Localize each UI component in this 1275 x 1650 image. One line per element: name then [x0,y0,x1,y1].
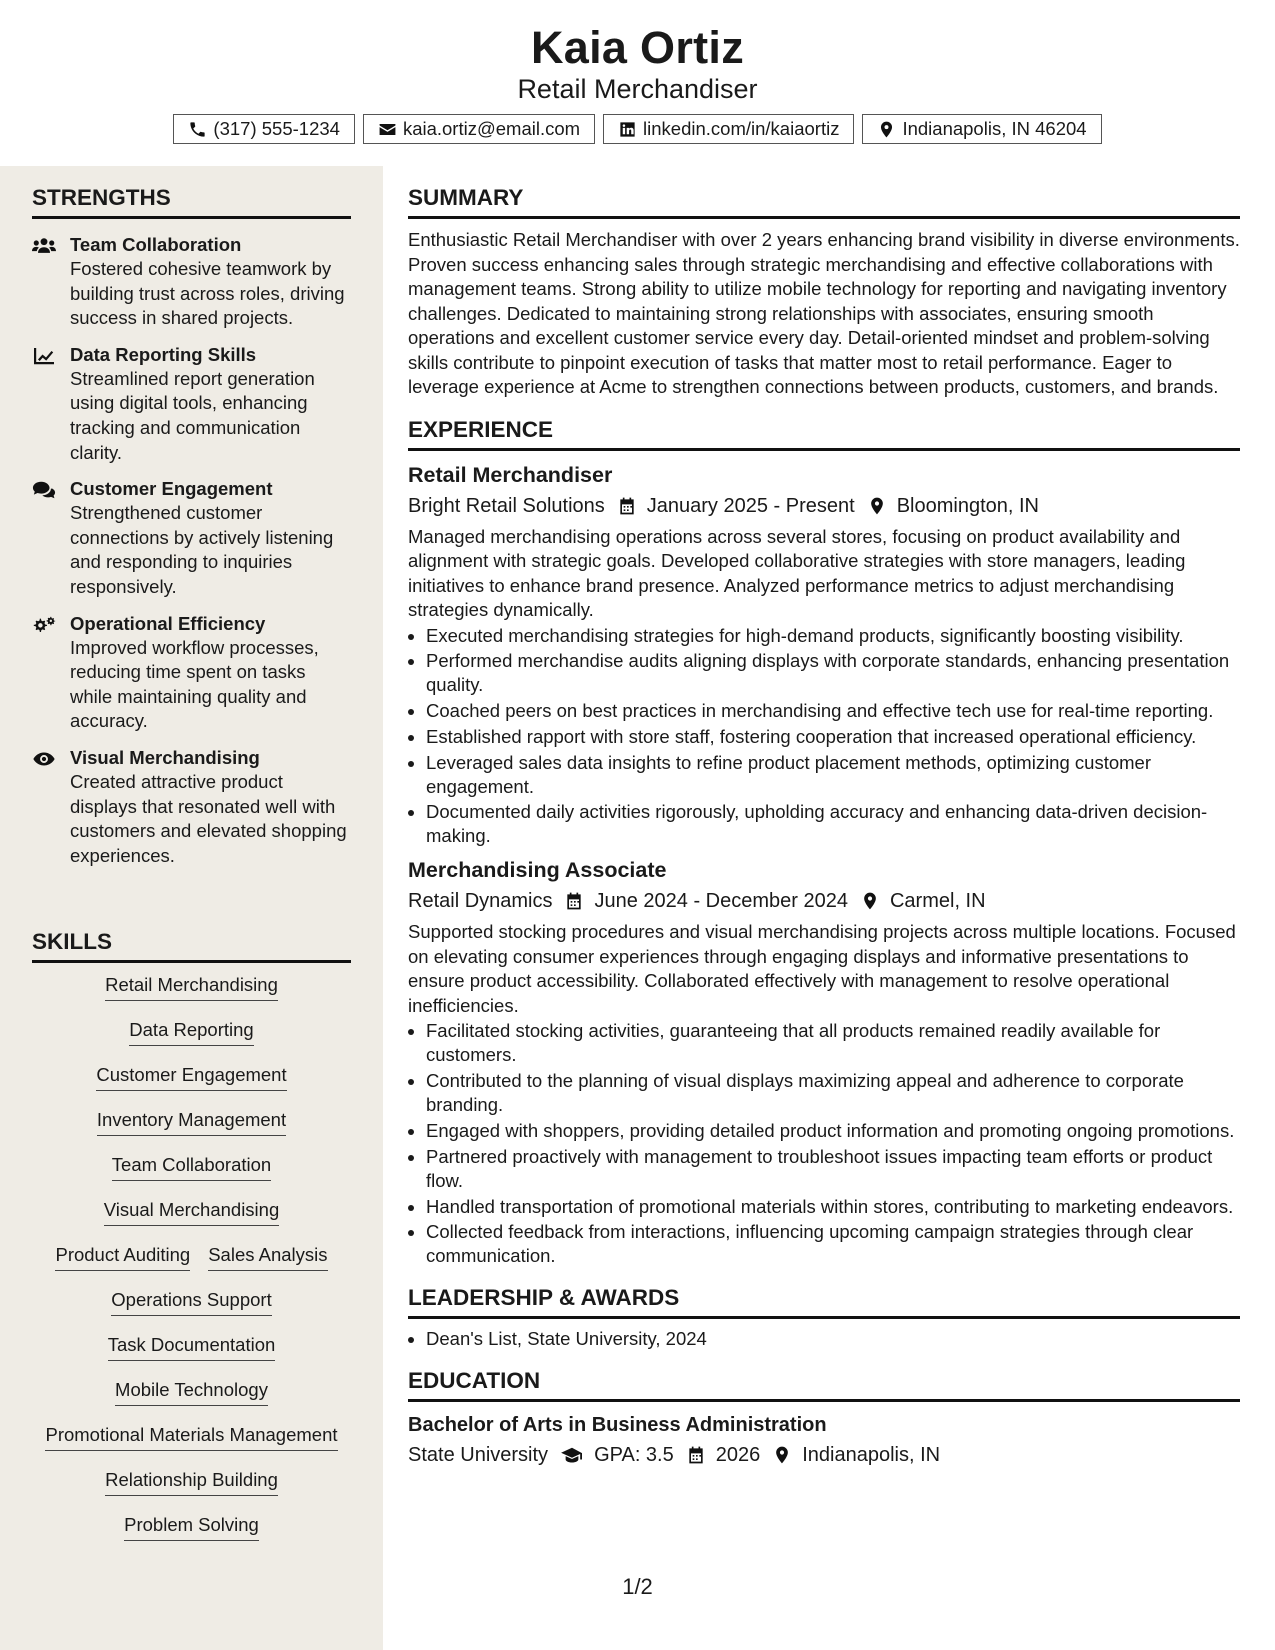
calendar-icon [617,496,637,516]
education-degree: Bachelor of Arts in Business Administration [408,1414,827,1437]
contact-location [862,114,1101,144]
contact-bar [0,114,1275,144]
skill-tag: Relationship Building [105,1468,278,1496]
skills-list [32,973,351,1558]
job-bullet: • Engaged with shoppers, providing detailed product information and promoting ongoing promotions. [426,1119,1240,1143]
job-bullet: • Coached peers on best practices in merchandising and effective tech use for real-time reporting. [426,699,1240,723]
candidate-title: Retail Merchandiser [517,74,758,104]
job-location: Carmel, IN [889,890,986,913]
calendar-icon [686,1445,706,1465]
job-title: Merchandising Associate [408,858,667,883]
map-pin-icon [772,1445,792,1465]
job-dates: January 2025 - Present [646,494,855,517]
strengths-section [32,184,351,868]
job-company: Bright Retail Solutions [408,494,605,517]
users-icon [32,236,56,256]
map-pin-icon [877,120,896,139]
skill-tag: Product Auditing [55,1243,190,1271]
contact-email[interactable] [363,114,595,144]
skills-section [32,928,351,1558]
job-bullet: • Leveraged sales data insights to refine product placement methods, optimizing customer engagement. [426,751,1240,799]
education-gpa: GPA: 3.5 [594,1444,674,1467]
strength-item [32,343,351,465]
job-bullet: • Contributed to the planning of visual displays maximizing appeal and adherence to corporate branding. [426,1069,1240,1117]
job-bullets [408,624,1240,849]
skill-tag: Sales Analysis [208,1243,327,1271]
strengths-heading: STRENGTHS [32,184,351,219]
award-item: • Dean's List, State University, 2024 [426,1327,1240,1351]
skill-tag: Customer Engagement [96,1063,286,1091]
skill-tag: Inventory Management [97,1108,286,1136]
skill-tag: Retail Merchandising [105,973,278,1001]
education-location: Indianapolis, IN [802,1444,941,1467]
skill-tag: Problem Solving [124,1513,259,1541]
awards-heading: LEADERSHIP & AWARDS [408,1284,1240,1319]
strength-item [32,612,351,734]
skill-tag: Promotional Materials Management [45,1423,337,1451]
page-number: 1/2 [622,1574,653,1599]
resume-header [0,0,1275,166]
strength-desc: Streamlined report generation using digital tools, enhancing tracking and communication clarity. [70,367,315,463]
job-desc: Managed merchandising operations across several stores, focusing on product availability and alignment with strategic goals. Developed collaborative strategies with store managers, leading initiatives to enhance brand presence. Analyzed performance metrics to adjust merchandising strategies dynamically. [408,525,1186,620]
contact-location-text: Indianapolis, IN 46204 [902,118,1087,139]
education-meta [408,1441,1240,1469]
eye-icon [32,749,56,769]
skill-tag: Task Documentation [108,1333,276,1361]
education-year: 2026 [715,1444,761,1467]
skills-heading: SKILLS [32,928,351,963]
job-meta [408,492,1240,520]
chart-line-icon [32,346,56,366]
strength-title: Operational Efficiency [70,612,266,634]
strength-item [32,477,351,599]
strength-title: Visual Merchandising [70,746,260,768]
map-pin-icon [860,891,880,911]
strength-desc: Fostered cohesive teamwork by building trust across roles, driving success in shared projects. [70,258,345,329]
skill-tag: Visual Merchandising [104,1198,280,1226]
strength-item [32,233,351,331]
education-heading: EDUCATION [408,1367,1240,1402]
strength-title: Customer Engagement [70,478,273,500]
summary-heading: SUMMARY [408,184,1240,219]
strength-item [32,746,351,868]
main-content [408,166,1240,1469]
graduation-cap-icon [560,1445,584,1465]
job-desc: Supported stocking procedures and visual merchandising projects across multiple locations. Focused on elevating consumer experiences through engaging displays and informative presentations to ensure product accessibility. Collaborated effectively with management to resolve operational inefficiencies. [408,921,1236,1016]
skill-tag: Operations Support [111,1288,271,1316]
education-school: State University [408,1444,549,1467]
job-company: Retail Dynamics [408,890,553,913]
job-bullet: • Facilitated stocking activities, guaranteeing that all products remained readily available for customers. [426,1019,1240,1067]
strength-desc: Created attractive product displays that resonated well with customers and elevated shopping experiences. [70,770,347,866]
comments-icon [32,480,56,500]
calendar-icon [564,891,584,911]
job-location: Bloomington, IN [896,494,1039,517]
sidebar [0,166,383,1650]
gears-icon [32,615,56,635]
linkedin-icon [618,120,637,139]
contact-phone-text: (317) 555-1234 [213,118,340,139]
contact-email-text: kaia.ortiz@email.com [402,118,581,139]
job-bullet: • Documented daily activities rigorously, upholding accuracy and enhancing data-driven decision-making. [426,800,1240,848]
summary-text: Enthusiastic Retail Merchandiser with over 2 years enhancing brand visibility in diverse environments. Proven success enhancing sales through strategic merchandising and effective collaborations with management teams. Strong ability to utilize mobile technology for reporting and navigating inventory challenges. Dedicated to maintaining strong relationships with associates, ensuring smooth operations and excellent customer service every day. Detail-oriented mindset and problem-solving skills contribute to pinpoint execution of tasks that matter most to retail performance. Eager to leverage experience at Acme to strengthen connections between products, customers, and brands. [408,229,1240,397]
skill-tag: Data Reporting [129,1018,253,1046]
envelope-icon [378,120,397,139]
job-meta [408,887,1240,915]
job-bullet: • Partnered proactively with management to troubleshoot issues impacting team efforts or product flow. [426,1145,1240,1193]
job-bullet: • Established rapport with store staff, fostering cooperation that increased operational efficiency. [426,725,1240,749]
awards-list [408,1327,1240,1351]
contact-phone[interactable] [173,114,355,144]
contact-linkedin[interactable] [603,114,854,144]
experience-heading: EXPERIENCE [408,416,1240,451]
strength-desc: Improved workflow processes, reducing time spent on tasks while maintaining quality and accuracy. [70,636,319,732]
strength-title: Team Collaboration [70,234,242,255]
job-title: Retail Merchandiser [408,462,613,487]
contact-linkedin-text: linkedin.com/in/kaiaortiz [643,118,840,139]
job-bullet: • Executed merchandising strategies for high-demand products, significantly boosting visibility. [426,624,1240,648]
job-dates: June 2024 - December 2024 [594,890,848,913]
strength-title: Data Reporting Skills [70,343,257,365]
job-entry [408,461,1240,849]
job-bullets [408,1019,1240,1268]
job-bullet: • Performed merchandise audits aligning displays with corporate standards, enhancing presentation quality. [426,649,1240,697]
job-entry [408,856,1240,1268]
skill-tag: Team Collaboration [112,1153,271,1181]
job-bullet: • Collected feedback from interactions, influencing upcoming campaign strategies through clear communication. [426,1220,1240,1268]
strength-desc: Strengthened customer connections by actively listening and responding to inquiries responsively. [70,502,334,597]
map-pin-icon [867,496,887,516]
skill-tag: Mobile Technology [115,1378,268,1406]
job-bullet: • Handled transportation of promotional materials within stores, contributing to marketing endeavors. [426,1195,1240,1219]
candidate-name: Kaia Ortiz [530,22,745,73]
phone-icon [188,120,207,139]
